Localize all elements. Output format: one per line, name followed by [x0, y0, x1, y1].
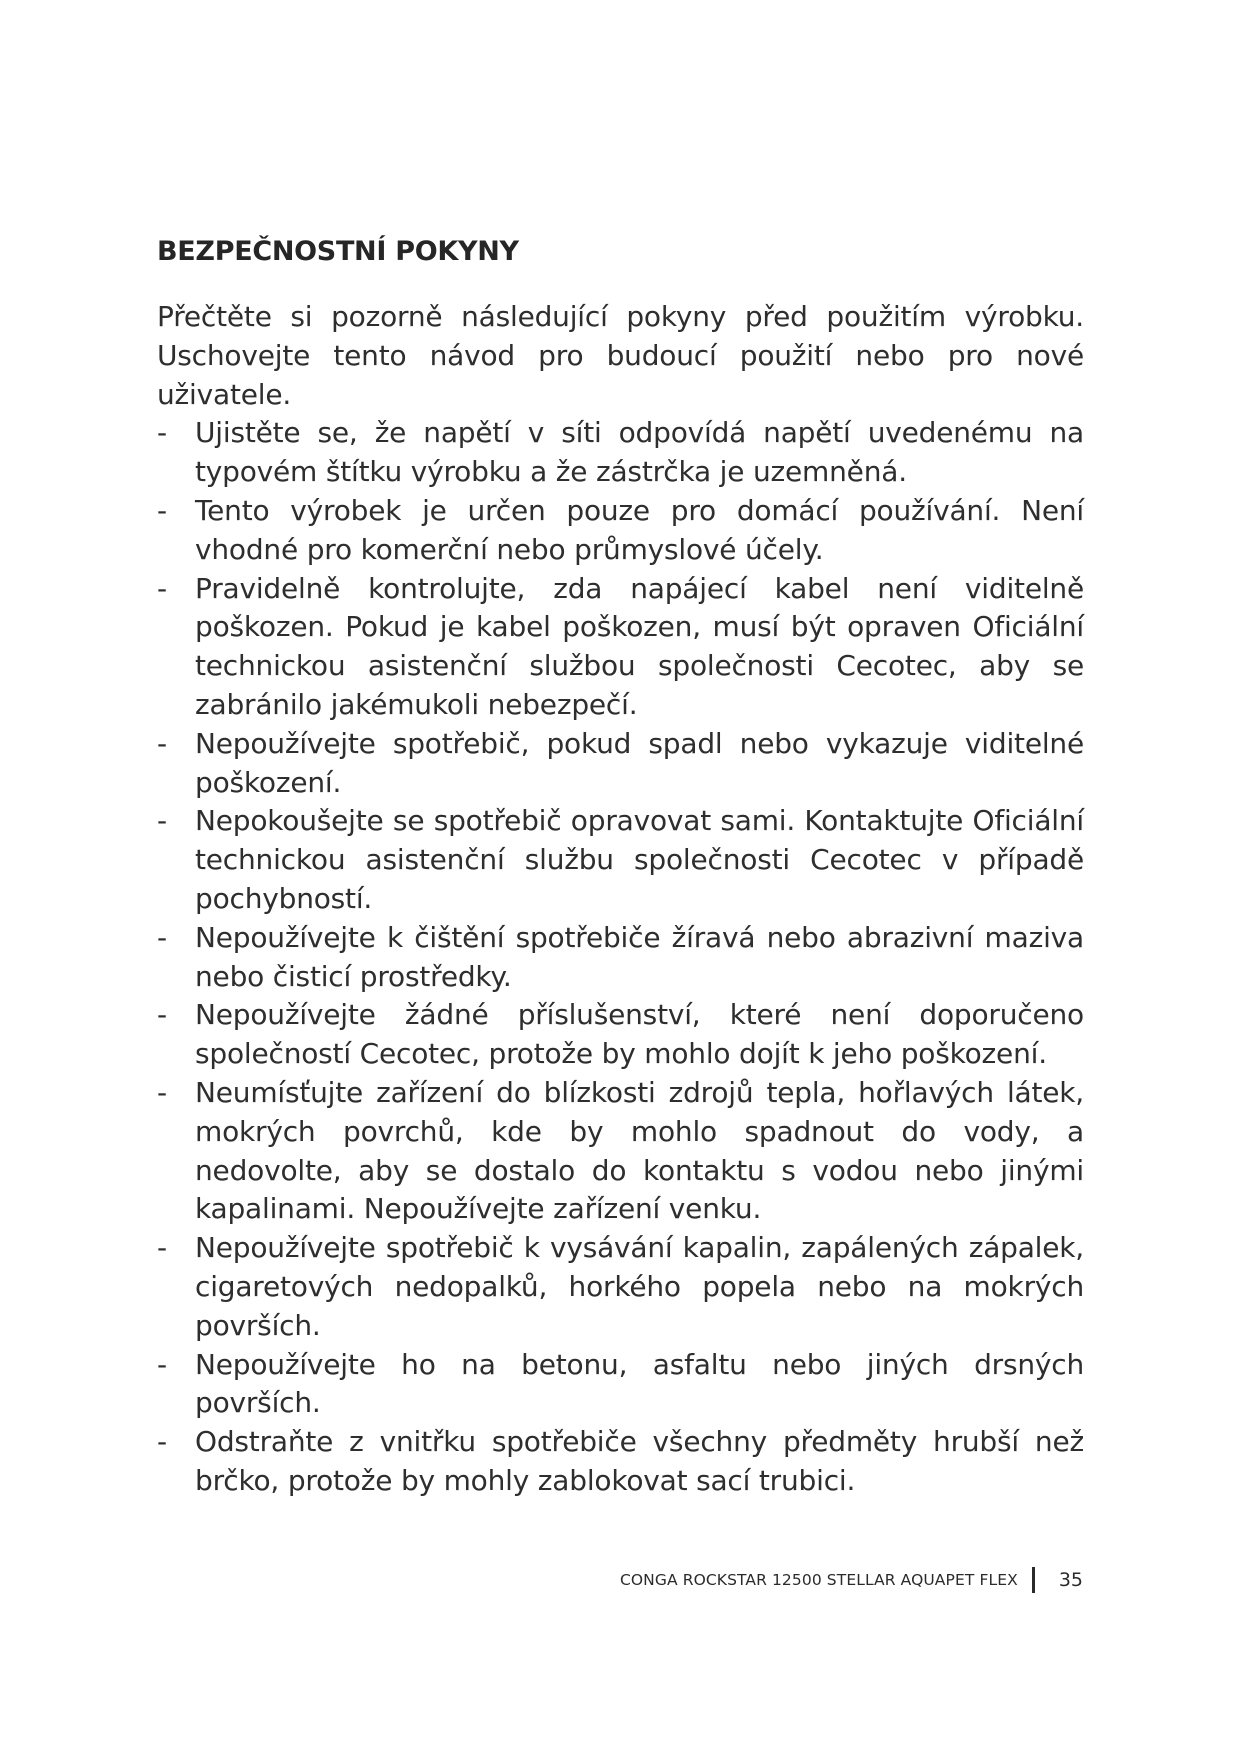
bullet-dash: - [157, 804, 167, 838]
list-item [157, 570, 1084, 725]
list-item [157, 1074, 1084, 1229]
bullet-dash: - [157, 493, 167, 527]
bullet-dash: - [157, 998, 167, 1032]
list-item [157, 725, 1084, 803]
intro-paragraph: Přečtěte si pozorně následující pokyny před použitím výrobku. Uschovejte tento návod pro budoucí použití nebo pro nové uživatele. [157, 300, 1084, 411]
bullet-dash: - [157, 1347, 167, 1381]
bullet-dash: - [157, 1425, 167, 1459]
list-item [157, 492, 1084, 570]
list-item-text: Nepoužívejte spotřebič, pokud spadl nebo vykazuje viditelné poškození. [195, 726, 1084, 799]
list-item-text: Ujistěte se, že napětí v síti odpovídá napětí uvedenému na typovém štítku výrobku a že zástrčka je uzemněná. [195, 416, 1084, 489]
page-footer [620, 1567, 1083, 1593]
list-item-text: Odstraňte z vnitřku spotřebiče všechny předměty hrubší než brčko, protože by mohly zablokovat sací trubici. [195, 1425, 1084, 1497]
list-item [157, 919, 1084, 997]
bullet-dash: - [157, 1075, 167, 1109]
list-item-text: Nepoužívejte žádné příslušenství, které není doporučeno společností Cecotec, protože by mohlo dojít k jeho poškození. [195, 998, 1084, 1071]
page-number: 35 [1058, 1569, 1083, 1591]
list-item-text: Tento výrobek je určen pouze pro domácí používání. Není vhodné pro komerční nebo průmyslové účely. [195, 493, 1084, 566]
list-item-text: Pravidelně kontrolujte, zda napájecí kabel není viditelně poškozen. Pokud je kabel poškozen, musí být opraven Oficiální technickou asistenční službou společnosti Cecotec, aby se zabránilo jakémukoli nebezpečí. [195, 571, 1084, 721]
list-item-text: Nepoužívejte k čištění spotřebiče žíravá nebo abrazivní maziva nebo čisticí prostředky. [195, 920, 1084, 993]
list-item [157, 802, 1084, 918]
bullet-dash: - [157, 920, 167, 954]
footer-divider [1032, 1567, 1035, 1593]
section-heading: BEZPEČNOSTNÍ POKYNY [157, 236, 519, 268]
bullet-dash: - [157, 726, 167, 760]
list-item [157, 996, 1084, 1074]
list-item-text: Nepoužívejte spotřebič k vysávání kapalin, zapálených zápalek, cigaretových nedopalků, horkého popela nebo na mokrých površích. [195, 1231, 1084, 1342]
instruction-list [157, 414, 1084, 1500]
bullet-dash: - [157, 416, 167, 450]
list-item [157, 1423, 1084, 1501]
footer-product-name: CONGA ROCKSTAR 12500 STELLAR AQUAPET FLEX [619, 1571, 1018, 1589]
list-item-text: Nepoužívejte ho na betonu, asfaltu nebo jiných drsných površích. [195, 1347, 1084, 1420]
list-item [157, 1229, 1084, 1345]
list-item [157, 414, 1084, 492]
list-item [157, 1346, 1084, 1424]
list-item-text: Neumísťujte zařízení do blízkosti zdrojů tepla, hořlavých látek, mokrých povrchů, kde by mohlo spadnout do vody, a nedovolte, aby se dostalo do kontaktu s vodou nebo jinými kapalinami. Nepoužívejte zařízení venku. [195, 1075, 1084, 1226]
list-item-text: Nepokoušejte se spotřebič opravovat sami. Kontaktujte Oficiální technickou asistenční službu společnosti Cecotec v případě pochybností. [195, 804, 1084, 915]
bullet-dash: - [157, 571, 167, 605]
safety-instructions [157, 298, 1084, 1501]
bullet-dash: - [157, 1231, 167, 1265]
